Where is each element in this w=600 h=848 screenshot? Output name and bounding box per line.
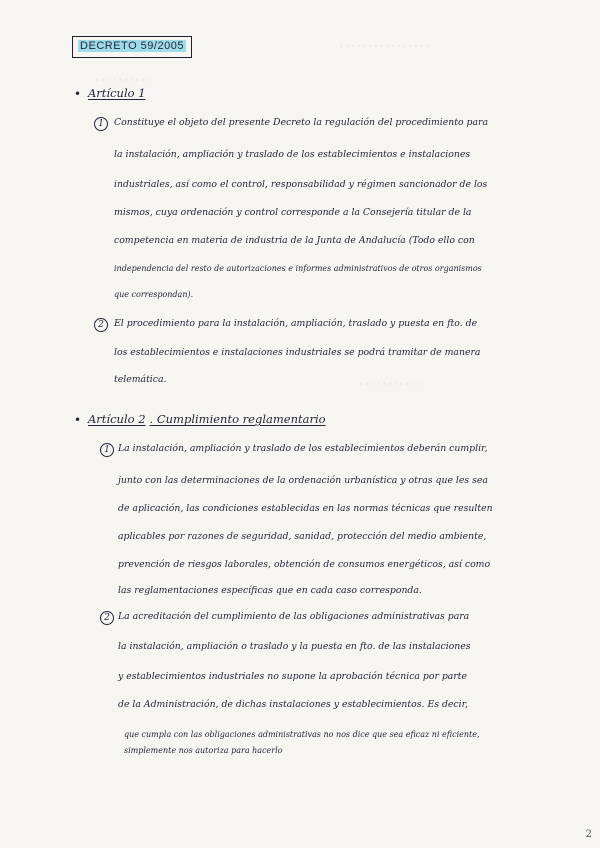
article-1-p1-line: industriales, así como el control, responsabilidad y régimen sancionador de los bbox=[114, 179, 488, 190]
article-2-p2-line: la instalación, ampliación o traslado y la puesta en fto. de las instalaciones bbox=[118, 641, 471, 652]
article-1-p1-line: independencia del resto de autorizaciones e informes administrativos de otros organismos bbox=[114, 264, 482, 273]
article-2-p1-line: junto con las determinaciones de la ordenación urbanística y otras que les sea bbox=[118, 475, 488, 486]
article-1-p2-line: El procedimiento para la instalación, ampliación, traslado y puesta en fto. de bbox=[114, 318, 478, 329]
article-1-paragraph-1-number: 1 bbox=[94, 117, 108, 131]
article-1-p1-line: mismos, cuya ordenación y control corresponde a la Consejería titular de la bbox=[114, 207, 472, 218]
article-1-p1-line: competencia en materia de industria de la Junta de Andalucía (Todo ello con bbox=[114, 235, 475, 246]
bullet-article-2: • bbox=[74, 413, 82, 427]
article-2-paragraph-2-number: 2 bbox=[100, 611, 114, 625]
article-1-p2-line: telemática. bbox=[114, 374, 167, 385]
article-2-p1-line: las reglamentaciones específicas que en cada caso corresponda. bbox=[118, 585, 422, 596]
article-1-p1-line: la instalación, ampliación y traslado de los establecimientos e instalaciones bbox=[114, 149, 471, 160]
bleed-through-text: · · · · · · · · · · · · · · · · bbox=[340, 42, 429, 52]
article-2-p1-line: de aplicación, las condiciones establecidas en las normas técnicas que resulten bbox=[118, 503, 493, 514]
article-2-paragraph-1-number: 1 bbox=[100, 443, 114, 457]
article-1-p2-line: los establecimientos e instalaciones industriales se podrá tramitar de manera bbox=[114, 347, 481, 358]
bleed-through-text: · · · · · · · · · · · bbox=[360, 380, 421, 390]
article-2-p1-line: prevención de riesgos laborales, obtención de consumos energéticos, así como bbox=[118, 559, 491, 570]
bullet-article-1: • bbox=[74, 87, 82, 101]
article-2-p1-line: aplicables por razones de seguridad, sanidad, protección del medio ambiente, bbox=[118, 531, 487, 542]
article-2-subtitle: . Cumplimiento reglamentario bbox=[149, 412, 326, 426]
page-number: 2 bbox=[585, 829, 592, 840]
article-1-heading: Artículo 1 bbox=[88, 86, 146, 100]
article-2-p2-line: que cumpla con las obligaciones administrativas no nos dice que sea eficaz ni eficiente, bbox=[124, 730, 480, 739]
article-2-p2-line: de la Administración, de dichas instalaciones y establecimientos. Es decir, bbox=[118, 699, 468, 710]
article-2-heading bbox=[88, 412, 326, 426]
article-1-paragraph-2-number: 2 bbox=[94, 318, 108, 332]
bleed-through-text: · · · · · · · · · · bbox=[96, 76, 151, 86]
article-2-p1-line: La instalación, ampliación y traslado de los establecimientos deberán cumplir, bbox=[118, 443, 488, 454]
article-2-p2-line: La acreditación del cumplimiento de las obligaciones administrativas para bbox=[118, 611, 470, 622]
article-2-p2-line: y establecimientos industriales no supone la aprobación técnica por parte bbox=[118, 671, 468, 682]
article-1-p1-line: Constituye el objeto del presente Decreto la regulación del procedimiento para bbox=[114, 117, 489, 128]
article-2-p2-line: simplemente nos autoriza para hacerlo bbox=[124, 746, 283, 755]
article-1-p1-line: que correspondan). bbox=[114, 290, 194, 299]
page-title: DECRETO 59/2005 bbox=[80, 40, 184, 52]
article-2-title: Artículo 2 bbox=[88, 412, 146, 426]
